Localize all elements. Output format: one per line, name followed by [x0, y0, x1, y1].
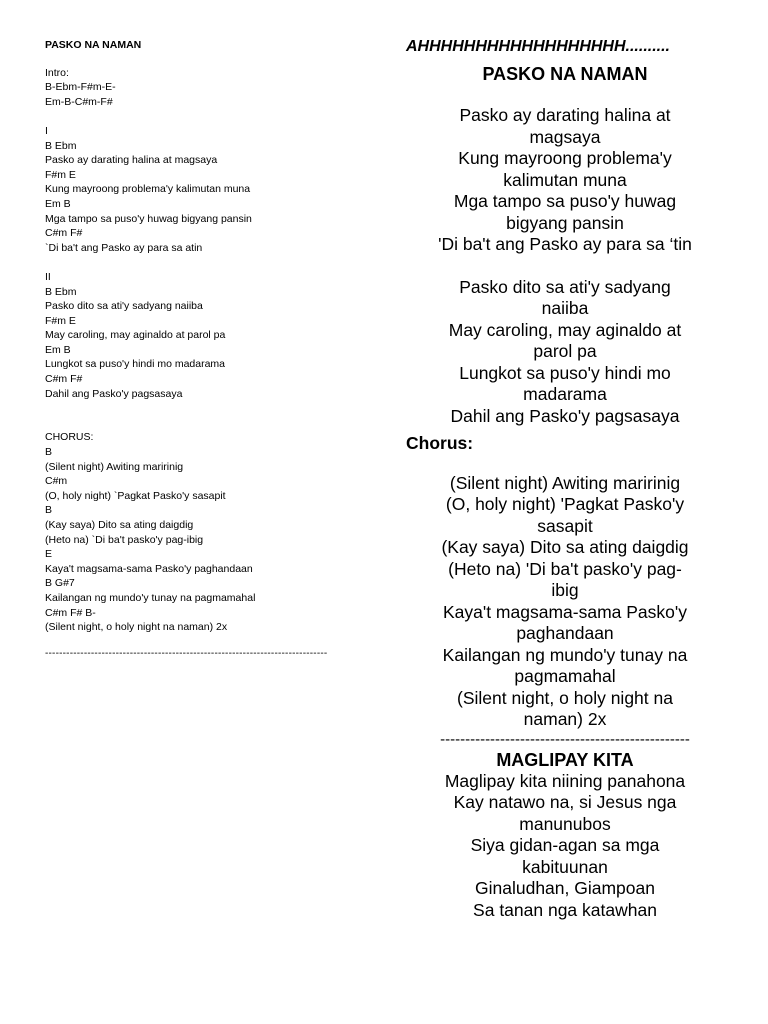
chord-line: C#m	[45, 475, 68, 488]
section-divider: --------------------------------------------------	[440, 732, 690, 747]
song-title: PASKO NA NAMAN	[482, 63, 648, 84]
chord-line: C#m F#	[45, 227, 83, 240]
lyric-line: (Silent night, o holy night na naman) 2x	[45, 621, 228, 634]
lyric-line: Mga tampo sa puso'y huwag bigyang pansin	[45, 212, 252, 225]
lyric-line: manunubos	[519, 813, 611, 834]
lyric-line: (O, holy night) 'Pagkat Pasko'y	[445, 494, 685, 514]
lyric-line: (Heto na) 'Di ba't pasko'y pag-	[448, 558, 682, 579]
chord-line: Em B	[45, 197, 71, 210]
intro-chords: Em-B-C#m-F#	[45, 95, 113, 108]
lyric-line: Sa tanan nga katawhan	[473, 899, 657, 920]
lyric-line: madarama	[523, 384, 607, 404]
chord-line: B G#7	[45, 577, 75, 590]
lyric-line: Siya gidan-agan sa mga	[470, 835, 660, 855]
maglipay-kita-lyrics	[406, 771, 724, 922]
lyric-line: Maglipay kita niining panahona	[444, 770, 686, 791]
verse-2-lyrics	[406, 277, 724, 428]
intro-chords: B-Ebm-F#m-E-	[45, 81, 116, 94]
lyric-line: naman) 2x	[523, 709, 607, 729]
chorus-chords	[45, 445, 375, 635]
lyric-line: Pasko ay darating halina at	[459, 105, 671, 125]
lyric-line: Kung mayroong problema'y	[458, 148, 672, 168]
lyric-line: Pasko ay darating halina at magsaya	[45, 154, 218, 167]
lyric-line: (Silent night) Awiting maririnig	[449, 472, 681, 493]
song-title-2: MAGLIPAY KITA	[496, 749, 634, 770]
chord-line: C#m F# B-	[45, 606, 96, 619]
lyric-line: May caroling, may aginaldo at parol pa	[45, 329, 226, 342]
chorus-lyrics	[406, 473, 724, 731]
verse-1-chords	[45, 139, 375, 256]
lyric-line: Pasko dito sa ati'y sadyang naiiba	[45, 300, 203, 313]
lyric-line: Kailangan ng mundo'y tunay na pagmamahal	[45, 591, 256, 604]
lyric-line: Kailangan ng mundo'y tunay na	[442, 644, 688, 665]
chord-line: Em B	[45, 343, 71, 356]
lyric-line: May caroling, may aginaldo at	[448, 319, 682, 340]
lyric-line: magsaya	[529, 126, 601, 147]
lyric-line: parol pa	[533, 341, 597, 361]
verse-1-lyrics	[406, 105, 724, 256]
lyric-line: 'Di ba't ang Pasko ay para sa ‘tin	[438, 234, 692, 254]
lyric-line: Dahil ang Pasko'y pagsasaya	[450, 405, 680, 426]
chord-line: B Ebm	[45, 139, 77, 152]
exclamation-heading: AHHHHHHHHHHHHHHHHHH..........	[406, 38, 670, 55]
chorus-label: Chorus:	[406, 433, 474, 453]
lyric-line: ibig	[551, 580, 579, 600]
section-divider: --------------------------------------------------------------------------------	[45, 647, 328, 659]
chord-line: F#m E	[45, 314, 76, 327]
chord-line: B Ebm	[45, 285, 77, 298]
lyric-line: sasapit	[537, 515, 593, 536]
intro-label: Intro:	[45, 66, 69, 79]
lyric-line: Pasko dito sa ati'y sadyang	[459, 276, 671, 297]
lyric-line: Dahil ang Pasko'y pagsasaya	[45, 387, 183, 400]
lyric-line: (Kay saya) Dito sa ating daigdig	[441, 537, 689, 557]
chord-line: B	[45, 446, 53, 459]
lyric-line: (Kay saya) Dito sa ating daigdig	[45, 519, 194, 531]
lyrics-column	[406, 36, 724, 921]
lyric-line: (O, holy night) `Pagkat Pasko'y sasapit	[45, 489, 226, 502]
lyric-line: (Silent night, o holy night na	[457, 687, 673, 708]
lyric-line: bigyang pansin	[506, 212, 624, 233]
lyric-line: Mga tampo sa puso'y huwag	[453, 191, 677, 211]
lyric-line: (Heto na) `Di ba't pasko'y pag-ibig	[45, 533, 204, 546]
lyric-line: Kung mayroong problema'y kalimutan muna	[45, 183, 251, 196]
lyric-line: Kaya't magsama-sama Pasko'y paghandaan	[45, 562, 253, 575]
chorus-label: CHORUS:	[45, 431, 94, 444]
chord-line: B	[45, 504, 53, 517]
lyric-line: Kay natawo na, si Jesus nga	[453, 792, 677, 812]
lyric-line: (Silent night) Awiting maririnig	[45, 460, 184, 473]
lyric-line: Lungkot sa puso'y hindi mo madarama	[45, 358, 226, 371]
lyric-line: kabituunan	[522, 856, 608, 877]
chord-sheet-title: PASKO NA NAMAN	[45, 39, 142, 51]
verse-label: II	[45, 270, 51, 283]
verse-2-chords	[45, 285, 375, 402]
chord-line: C#m F#	[45, 373, 83, 386]
verse-label: I	[45, 124, 48, 137]
chord-sheet-column	[45, 38, 375, 661]
lyric-line: Lungkot sa puso'y hindi mo	[459, 362, 671, 383]
lyric-line: `Di ba't ang Pasko ay para sa atin	[45, 241, 203, 254]
lyric-line: Kaya't magsama-sama Pasko'y	[442, 601, 687, 622]
chord-line: E	[45, 548, 53, 561]
lyric-line: pagmamahal	[514, 666, 616, 686]
lyric-line: paghandaan	[516, 623, 614, 643]
lyric-line: Ginaludhan, Giampoan	[475, 878, 655, 898]
chord-line: F#m E	[45, 168, 76, 181]
lyric-line: naiiba	[541, 298, 589, 318]
lyric-line: kalimutan muna	[503, 169, 627, 190]
